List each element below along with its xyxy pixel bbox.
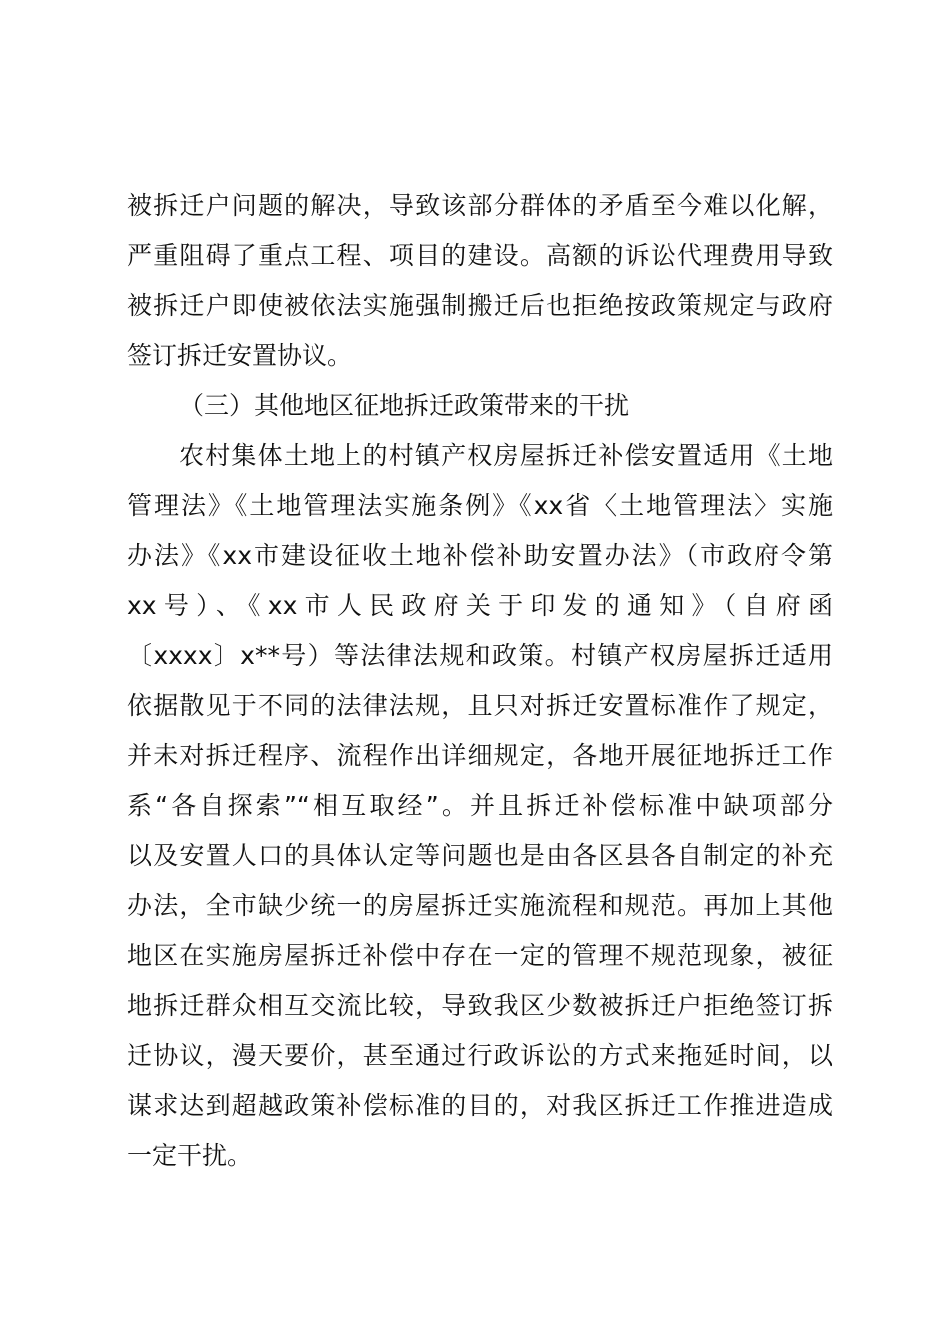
- paragraph-1-line-4: 签订拆迁安置协议。: [127, 341, 353, 370]
- paragraph-2-line-2: 管理法》《土地管理法实施条例》《xx省〈土地管理法〉实施: [127, 491, 833, 520]
- section-heading: （三）其他地区征地拆迁政策带来的干扰: [179, 391, 630, 420]
- paragraph-2-line-5: 〔xxxx〕x**号）等法律法规和政策。村镇产权房屋拆迁适用: [127, 641, 833, 670]
- paragraph-2-line-6: 依据散见于不同的法律法规，且只对拆迁安置标准作了规定，: [127, 691, 833, 720]
- paragraph-2-line-10: 办法，全市缺少统一的房屋拆迁实施流程和规范。再加上其他: [127, 891, 833, 920]
- paragraph-2-line-12: 地拆迁群众相互交流比较，导致我区少数被拆迁户拒绝签订拆: [127, 991, 833, 1020]
- paragraph-2-line-3: 办法》《xx市建设征收土地补偿补助安置办法》（市政府令第: [127, 541, 833, 570]
- paragraph-2-line-9: 以及安置人口的具体认定等问题也是由各区县各自制定的补充: [127, 841, 833, 870]
- paragraph-2-line-11: 地区在实施房屋拆迁补偿中存在一定的管理不规范现象，被征: [127, 941, 833, 970]
- paragraph-2-line-4: xx号）、《xx市人民政府关于印发的通知》（自府函: [127, 591, 833, 620]
- paragraph-2-line-13: 迁协议，漫天要价，甚至通过行政诉讼的方式来拖延时间，以: [127, 1041, 833, 1070]
- paragraph-2-line-15: 一定干扰。: [127, 1141, 253, 1170]
- paragraph-2-line-14: 谋求达到超越政策补偿标准的目的，对我区拆迁工作推进造成: [127, 1091, 833, 1120]
- paragraph-2-line-8: 系“各自探索”“相互取经”。并且拆迁补偿标准中缺项部分: [127, 791, 833, 820]
- paragraph-2-line-1: 农村集体土地上的村镇产权房屋拆迁补偿安置适用《土地: [179, 441, 833, 470]
- paragraph-1-line-1: 被拆迁户问题的解决，导致该部分群体的矛盾至今难以化解，: [127, 191, 833, 220]
- paragraph-1-line-2: 严重阻碍了重点工程、项目的建设。高额的诉讼代理费用导致: [127, 241, 833, 270]
- paragraph-1-line-3: 被拆迁户即使被依法实施强制搬迁后也拒绝按政策规定与政府: [127, 291, 833, 320]
- paragraph-2-line-7: 并未对拆迁程序、流程作出详细规定，各地开展征地拆迁工作: [127, 741, 833, 770]
